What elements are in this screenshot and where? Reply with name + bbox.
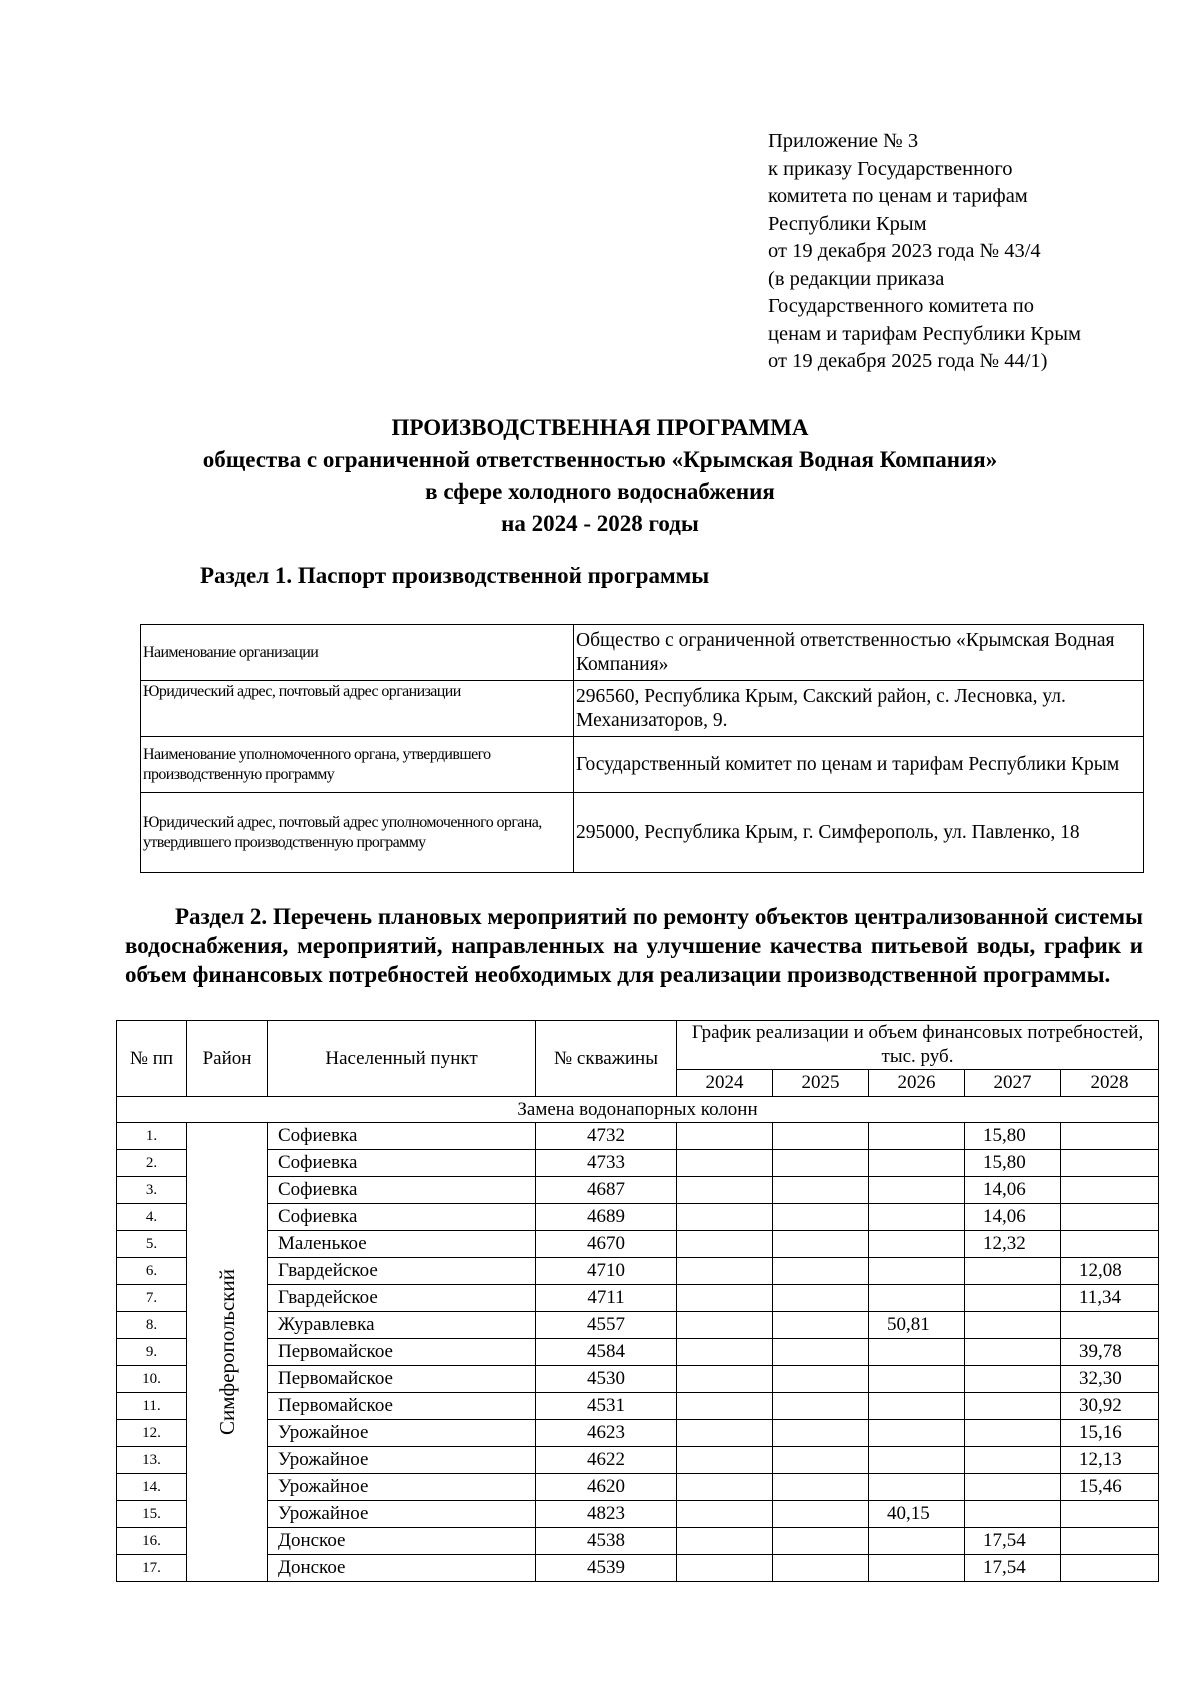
table-row: [117, 1204, 1159, 1231]
passport-row: [141, 793, 1144, 873]
amount-y2025: [773, 1177, 869, 1204]
amount-y2026: [869, 1231, 965, 1258]
amount-y2026: 50,81: [869, 1312, 965, 1339]
table-row: [117, 1123, 1159, 1150]
passport-value: Общество с ограниченной ответственностью «Крымская Водная Компания»: [574, 625, 1144, 681]
amount-y2024: [677, 1285, 773, 1312]
amount-y2027: 14,06: [965, 1177, 1061, 1204]
row-number: 15.: [117, 1501, 187, 1528]
amount-y2028: [1061, 1501, 1159, 1528]
amount-y2024: [677, 1177, 773, 1204]
row-number: 14.: [117, 1474, 187, 1501]
well-number: 4689: [536, 1204, 677, 1231]
amount-y2027: [965, 1312, 1061, 1339]
locality: Первомайское: [268, 1366, 536, 1393]
well-number: 4732: [536, 1123, 677, 1150]
amount-y2025: [773, 1150, 869, 1177]
group-row: [117, 1097, 1159, 1123]
locality: Урожайное: [268, 1447, 536, 1474]
header-row: [117, 1021, 1159, 1070]
amount-y2025: [773, 1258, 869, 1285]
amount-y2028: 15,16: [1061, 1420, 1159, 1447]
title-line: общества с ограниченной ответственностью «Крымская Водная Компания»: [202, 447, 998, 472]
amount-y2025: [773, 1420, 869, 1447]
col-header-year: 2026: [869, 1070, 965, 1097]
amount-y2026: [869, 1123, 965, 1150]
annex-line: ценам и тарифам Республики Крым: [768, 322, 1081, 345]
row-number: 8.: [117, 1312, 187, 1339]
well-number: 4538: [536, 1528, 677, 1555]
row-number: 1.: [117, 1123, 187, 1150]
amount-y2025: [773, 1447, 869, 1474]
amount-y2024: [677, 1501, 773, 1528]
amount-y2027: 14,06: [965, 1204, 1061, 1231]
well-number: 4733: [536, 1150, 677, 1177]
row-number: 13.: [117, 1447, 187, 1474]
amount-y2024: [677, 1123, 773, 1150]
amount-y2024: [677, 1528, 773, 1555]
table-row: [117, 1258, 1159, 1285]
annex-line: Приложение № 3: [768, 130, 919, 152]
annex-line: от 19 декабря 2025 года № 44/1): [768, 350, 1048, 372]
amount-y2025: [773, 1312, 869, 1339]
amount-y2024: [677, 1447, 773, 1474]
amount-y2026: [869, 1285, 965, 1312]
section2-heading: Раздел 2. Перечень плановых мероприятий по ремонту объектов централизованной системы водоснабжения, мероприятий, направленных на улучшение качества питьевой воды, график и объем финансовых потребностей необходимых для реализации производственной программы.: [125, 904, 1143, 987]
table-row: [117, 1501, 1159, 1528]
well-number: 4584: [536, 1339, 677, 1366]
well-number: 4687: [536, 1177, 677, 1204]
locality: Урожайное: [268, 1501, 536, 1528]
amount-y2028: 32,30: [1061, 1366, 1159, 1393]
row-number: 2.: [117, 1150, 187, 1177]
amount-y2024: [677, 1231, 773, 1258]
table-row: [117, 1150, 1159, 1177]
well-number: 4711: [536, 1285, 677, 1312]
amount-y2027: 15,80: [965, 1150, 1061, 1177]
well-number: 4531: [536, 1393, 677, 1420]
amount-y2024: [677, 1150, 773, 1177]
passport-row: [141, 681, 1144, 737]
amount-y2028: 15,46: [1061, 1474, 1159, 1501]
locality: Донское: [268, 1555, 536, 1582]
amount-y2027: [965, 1447, 1061, 1474]
col-header-graph: График реализации и объем финансовых потребностей, тыс. руб.: [677, 1021, 1159, 1070]
amount-y2026: [869, 1204, 965, 1231]
row-number: 10.: [117, 1366, 187, 1393]
amount-y2026: [869, 1528, 965, 1555]
amount-y2028: 12,08: [1061, 1258, 1159, 1285]
well-number: 4710: [536, 1258, 677, 1285]
table-row: [117, 1231, 1159, 1258]
amount-y2028: [1061, 1528, 1159, 1555]
table-row: [117, 1420, 1159, 1447]
locality: Журавлевка: [268, 1312, 536, 1339]
well-number: 4670: [536, 1231, 677, 1258]
table-row: [117, 1366, 1159, 1393]
amount-y2028: [1061, 1555, 1159, 1582]
amount-y2025: [773, 1285, 869, 1312]
row-number: 5.: [117, 1231, 187, 1258]
amount-y2028: 30,92: [1061, 1393, 1159, 1420]
amount-y2028: 12,13: [1061, 1447, 1159, 1474]
table-row: [117, 1447, 1159, 1474]
amount-y2027: [965, 1501, 1061, 1528]
title-line: ПРОИЗВОДСТВЕННАЯ ПРОГРАММА: [391, 415, 809, 440]
amount-y2028: [1061, 1231, 1159, 1258]
amount-y2024: [677, 1258, 773, 1285]
locality: Донское: [268, 1528, 536, 1555]
row-number: 3.: [117, 1177, 187, 1204]
row-number: 12.: [117, 1420, 187, 1447]
plan-table: [116, 1020, 1159, 1582]
amount-y2025: [773, 1123, 869, 1150]
well-number: 4539: [536, 1555, 677, 1582]
district-name: Симферопольский: [215, 1269, 239, 1435]
amount-y2027: 12,32: [965, 1231, 1061, 1258]
annex-line: Республики Крым: [768, 212, 927, 235]
amount-y2026: [869, 1393, 965, 1420]
locality: Софиевка: [268, 1150, 536, 1177]
amount-y2025: [773, 1555, 869, 1582]
table-row: [117, 1474, 1159, 1501]
well-number: 4557: [536, 1312, 677, 1339]
amount-y2025: [773, 1474, 869, 1501]
table-row: [117, 1555, 1159, 1582]
well-number: 4823: [536, 1501, 677, 1528]
district-cell: [187, 1123, 268, 1582]
title-line: на 2024 - 2028 годы: [501, 511, 699, 536]
locality: Софиевка: [268, 1177, 536, 1204]
document-title: [100, 412, 1100, 540]
amount-y2027: [965, 1420, 1061, 1447]
amount-y2028: [1061, 1123, 1159, 1150]
col-header-num: № пп: [117, 1021, 187, 1097]
amount-y2024: [677, 1204, 773, 1231]
amount-y2027: [965, 1285, 1061, 1312]
amount-y2026: [869, 1420, 965, 1447]
row-number: 7.: [117, 1285, 187, 1312]
amount-y2024: [677, 1555, 773, 1582]
passport-table: [140, 624, 1144, 873]
amount-y2027: [965, 1474, 1061, 1501]
section1-heading: Раздел 1. Паспорт производственной программы: [200, 563, 710, 588]
amount-y2027: [965, 1339, 1061, 1366]
well-number: 4623: [536, 1420, 677, 1447]
amount-y2024: [677, 1474, 773, 1501]
amount-y2026: 40,15: [869, 1501, 965, 1528]
passport-value: 296560, Республика Крым, Сакский район, с. Лесновка, ул. Механизаторов, 9.: [574, 681, 1144, 737]
table-row: [117, 1528, 1159, 1555]
passport-label: Наименование уполномоченного органа, утвердившего производственную программу: [141, 737, 574, 793]
amount-y2028: 39,78: [1061, 1339, 1159, 1366]
locality: Софиевка: [268, 1204, 536, 1231]
table-row: [117, 1393, 1159, 1420]
row-number: 6.: [117, 1258, 187, 1285]
amount-y2028: [1061, 1177, 1159, 1204]
locality: Первомайское: [268, 1339, 536, 1366]
passport-value: 295000, Республика Крым, г. Симферополь, ул. Павленко, 18: [574, 793, 1144, 873]
amount-y2027: [965, 1393, 1061, 1420]
passport-label: Юридический адрес, почтовый адрес уполномоченного органа, утвердившего производственную программу: [141, 793, 574, 873]
amount-y2026: [869, 1447, 965, 1474]
passport-value: Государственный комитет по ценам и тарифам Республики Крым: [574, 737, 1144, 793]
locality: Гвардейское: [268, 1285, 536, 1312]
annex-line: комитета по ценам и тарифам: [768, 185, 1028, 207]
row-number: 17.: [117, 1555, 187, 1582]
annex-line: от 19 декабря 2023 года № 43/4: [768, 240, 1041, 262]
amount-y2026: [869, 1366, 965, 1393]
col-header-year: 2027: [965, 1070, 1061, 1097]
annex-line: Государственного комитета по: [768, 295, 1034, 317]
annex-line: (в редакции приказа: [768, 267, 945, 290]
locality: Урожайное: [268, 1420, 536, 1447]
well-number: 4620: [536, 1474, 677, 1501]
col-header-locality: Населенный пункт: [268, 1021, 536, 1097]
amount-y2027: 15,80: [965, 1123, 1061, 1150]
amount-y2026: [869, 1339, 965, 1366]
col-header-district: Район: [187, 1021, 268, 1097]
locality: Софиевка: [268, 1123, 536, 1150]
amount-y2028: [1061, 1204, 1159, 1231]
amount-y2027: 17,54: [965, 1555, 1061, 1582]
amount-y2026: [869, 1177, 965, 1204]
amount-y2027: [965, 1366, 1061, 1393]
amount-y2025: [773, 1528, 869, 1555]
locality: Урожайное: [268, 1474, 536, 1501]
passport-row: [141, 625, 1144, 681]
passport-row: [141, 737, 1144, 793]
title-line: в сфере холодного водоснабжения: [425, 479, 775, 504]
amount-y2026: [869, 1474, 965, 1501]
row-number: 9.: [117, 1339, 187, 1366]
table-row: [117, 1177, 1159, 1204]
table-row: [117, 1312, 1159, 1339]
amount-y2028: [1061, 1150, 1159, 1177]
passport-label: Наименование организации: [141, 625, 574, 681]
table-row: [117, 1339, 1159, 1366]
amount-y2025: [773, 1393, 869, 1420]
row-number: 4.: [117, 1204, 187, 1231]
amount-y2025: [773, 1339, 869, 1366]
row-number: 11.: [117, 1393, 187, 1420]
col-header-year: 2024: [677, 1070, 773, 1097]
col-header-well: № скважины: [536, 1021, 677, 1097]
annex-line: к приказу Государственного: [768, 157, 1013, 180]
amount-y2024: [677, 1393, 773, 1420]
locality: Гвардейское: [268, 1258, 536, 1285]
amount-y2025: [773, 1231, 869, 1258]
amount-y2025: [773, 1366, 869, 1393]
row-number: 16.: [117, 1528, 187, 1555]
amount-y2026: [869, 1258, 965, 1285]
well-number: 4530: [536, 1366, 677, 1393]
amount-y2024: [677, 1420, 773, 1447]
amount-y2026: [869, 1555, 965, 1582]
amount-y2025: [773, 1501, 869, 1528]
amount-y2027: 17,54: [965, 1528, 1061, 1555]
amount-y2028: [1061, 1312, 1159, 1339]
amount-y2024: [677, 1339, 773, 1366]
col-header-year: 2025: [773, 1070, 869, 1097]
group-title: Замена водонапорных колонн: [117, 1097, 1159, 1123]
col-header-year: 2028: [1061, 1070, 1159, 1097]
amount-y2024: [677, 1312, 773, 1339]
locality: Первомайское: [268, 1393, 536, 1420]
amount-y2025: [773, 1204, 869, 1231]
amount-y2024: [677, 1366, 773, 1393]
passport-label: Юридический адрес, почтовый адрес организации: [141, 681, 574, 737]
amount-y2026: [869, 1150, 965, 1177]
annex-block: [768, 128, 1168, 376]
table-row: [117, 1285, 1159, 1312]
amount-y2028: 11,34: [1061, 1285, 1159, 1312]
locality: Маленькое: [268, 1231, 536, 1258]
well-number: 4622: [536, 1447, 677, 1474]
amount-y2027: [965, 1258, 1061, 1285]
